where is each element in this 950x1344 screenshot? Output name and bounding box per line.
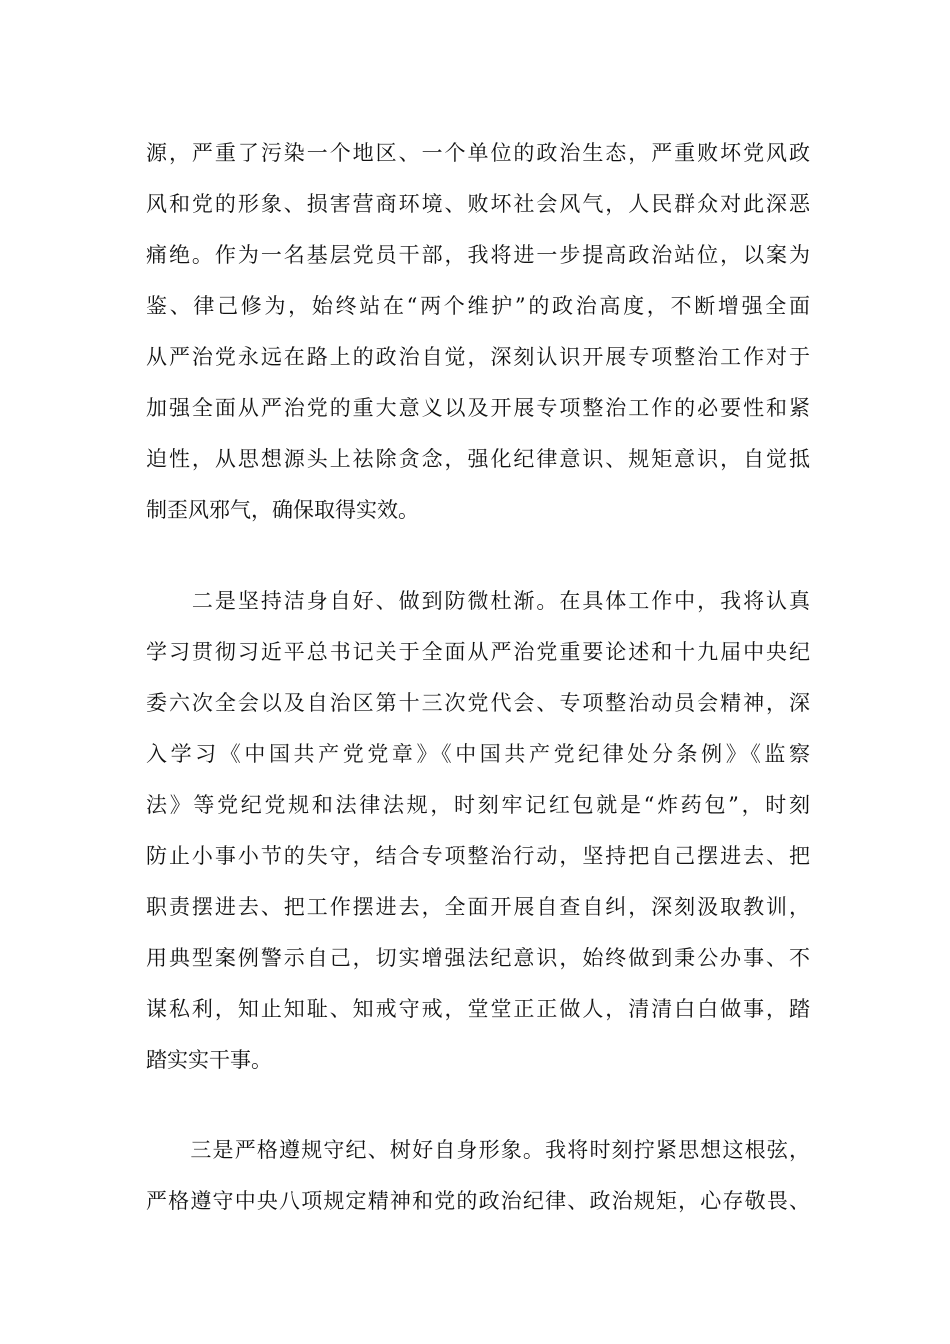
paragraph-line: 源，严重了污染一个地区、一个单位的政治生态，严重败坏党风政	[146, 141, 810, 165]
paragraph-line: 痛绝。作为一名基层党员干部，我将进一步提高政治站位，以案为	[146, 243, 810, 267]
paragraph-line: 踏实实干事。	[146, 1048, 272, 1072]
paragraph-line: 谋私利，知止知耻、知戒守戒，堂堂正正做人，清清白白做事，踏	[146, 997, 810, 1021]
paragraph-line: 二是坚持洁身自好、做到防微杜渐。在具体工作中，我将认真	[146, 589, 810, 613]
paragraph-line: 制歪风邪气，确保取得实效。	[146, 498, 419, 522]
paragraph-1	[146, 128, 810, 536]
paragraph-line: 严格遵守中央八项规定精神和党的政治纪律、政治规矩，心存敬畏、	[146, 1189, 810, 1213]
paragraph-line: 职责摆进去、把工作摆进去，全面开展自查自纠，深刻汲取教训，	[146, 895, 810, 919]
paragraph-line: 用典型案例警示自己，切实增强法纪意识，始终做到秉公办事、不	[146, 946, 810, 970]
paragraph-2	[146, 576, 810, 1086]
paragraph-line: 委六次全会以及自治区第十三次党代会、专项整治动员会精神，深	[146, 691, 810, 715]
paragraph-line: 防止小事小节的失守，结合专项整治行动，坚持把自己摆进去、把	[146, 844, 810, 868]
paragraph-line: 风和党的形象、损害营商环境、败坏社会风气，人民群众对此深恶	[146, 192, 810, 216]
paragraph-3	[146, 1125, 810, 1227]
paragraph-line: 学习贯彻习近平总书记关于全面从严治党重要论述和十九届中央纪	[146, 640, 810, 664]
paragraph-line: 迫性，从思想源头上祛除贪念，强化纪律意识、规矩意识，自觉抵	[146, 447, 810, 471]
paragraph-line: 法》等党纪党规和法律法规，时刻牢记红包就是“炸药包”，时刻	[146, 793, 810, 817]
paragraph-line: 加强全面从严治党的重大意义以及开展专项整治工作的必要性和紧	[146, 396, 810, 420]
paragraph-line: 从严治党永远在路上的政治自觉，深刻认识开展专项整治工作对于	[146, 345, 810, 369]
paragraph-line: 三是严格遵规守纪、树好自身形象。我将时刻拧紧思想这根弦，	[146, 1138, 810, 1162]
paragraph-line: 鉴、律己修为，始终站在“两个维护”的政治高度，不断增强全面	[146, 294, 810, 318]
paragraph-line: 入学习《中国共产党党章》《中国共产党纪律处分条例》《监察	[146, 742, 810, 766]
